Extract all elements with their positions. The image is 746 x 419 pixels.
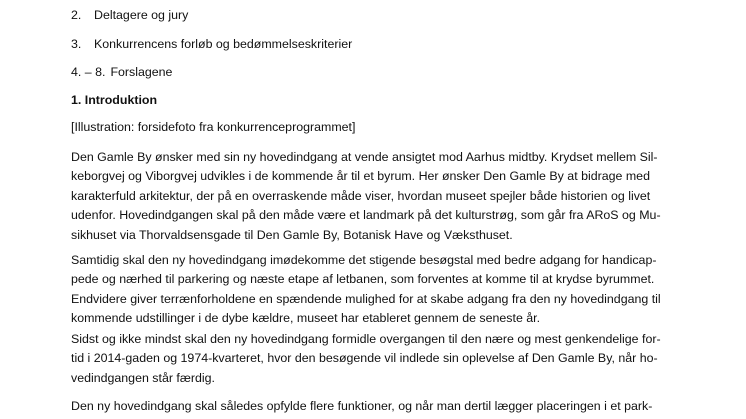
toc-number: 3. (71, 37, 82, 51)
paragraph-line: keborgvej og Viborgvej udvikles i de kommende år til et byrum. Her ønsker Den Gamle By at bidrage med (71, 169, 650, 184)
illustration-placeholder: [Illustration: forsidefoto fra konkurrenceprogrammet] (71, 120, 356, 134)
paragraph-line: Den ny hovedindgang skal således opfylde flere funktioner, og når man dertil lægger placeringen i et park- (71, 399, 653, 413)
toc-label: Deltagere og jury (94, 8, 189, 22)
toc-number: 2. (71, 8, 82, 22)
paragraph-line: tid i 2014-gaden og 1974-kvarteret, hvor den besøgende vil indlede sin oplevelse af Den Gamle By, når ho- (71, 351, 658, 366)
toc-item-2 (71, 8, 188, 22)
paragraph-line: udenfor. Hovedindgangen skal på den måde være et landmark på det kulturstrøg, som går fra ARoS og Mu- (71, 208, 661, 223)
paragraph-line: Endvidere giver terrænforholdene en spændende mulighed for at skabe adgang fra den ny hovedindgang til (71, 291, 661, 306)
paragraph-line: pede og nærhed til parkering og næste etape af letbanen, som forventes at komme til at krydse byrummet. (71, 272, 655, 287)
paragraph-1 (71, 148, 676, 245)
paragraph-line: kommende udstillinger i de dybe kældre, museet har etableret gennem de seneste år. (71, 311, 541, 326)
paragraph-3 (71, 330, 676, 388)
paragraph-2 (71, 251, 676, 329)
section-heading: 1. Introduktion (71, 93, 158, 107)
toc-label: Forslagene (110, 65, 173, 79)
toc-item-3 (71, 37, 352, 51)
toc-number: 4. – 8. (71, 65, 106, 79)
paragraph-line: Sidst og ikke mindst skal den ny hovedindgang formidle overgangen til den nære og mest genkendelige for- (71, 332, 661, 346)
paragraph-4 (71, 397, 676, 416)
toc-label: Konkurrencens forløb og bedømmelseskriterier (94, 37, 353, 51)
paragraph-line: Den Gamle By ønsker med sin ny hovedindgang at vende ansigtet mod Aarhus midtby. Krydset mellem Sil- (71, 150, 658, 164)
paragraph-line: Samtidig skal den ny hovedindgang imødekomme det stigende besøgstal med bedre adgang for handicap- (71, 253, 657, 267)
paragraph-line: karakterfuld arkitektur, der på en overraskende måde viser, hvordan museet spejler både historien og livet (71, 188, 651, 203)
paragraph-line: vedindgangen står færdig. (71, 370, 215, 385)
paragraph-line: sikhuset via Thorvaldsensgade til Den Gamle By, Botanisk Have og Væksthuset. (71, 227, 513, 242)
toc-item-4-8 (71, 65, 172, 79)
